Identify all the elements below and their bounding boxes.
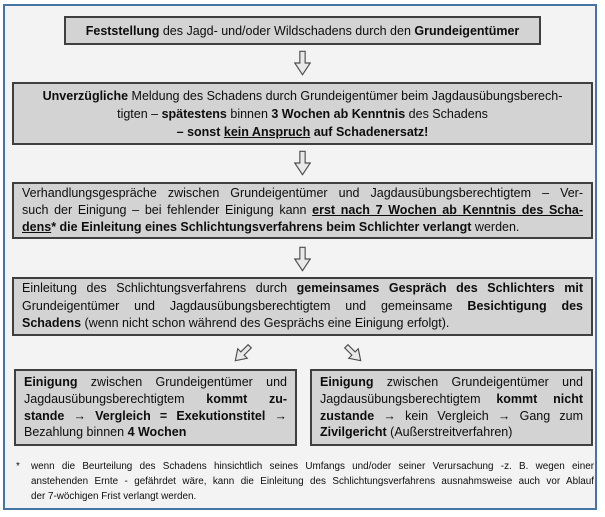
text-line: Einleitung des Schlichtungsverfahrens durch gemeinsames Gespräch des Schlichters mit bbox=[22, 281, 583, 296]
footnote bbox=[16, 459, 594, 504]
text-line: Einigung zwischen Grundeigentümer und bbox=[320, 374, 583, 389]
box-meldung bbox=[12, 82, 593, 145]
footnote-text bbox=[31, 459, 594, 504]
diagonal-right-arrow-icon bbox=[340, 340, 367, 367]
down-arrow-icon bbox=[294, 246, 311, 272]
text-line: der 7-wöchigen Frist verlangt werden. bbox=[31, 491, 197, 502]
text-line: stande → Vergleich = Exekutionstitel → bbox=[24, 408, 287, 423]
text-line: zustande → kein Vergleich → Gang zum bbox=[320, 408, 583, 423]
text-line: Einigung zwischen Grundeigentümer und bbox=[24, 374, 287, 389]
box-einigung-kommt-zustande bbox=[14, 369, 297, 446]
text-line: such der Einigung – bei fehlender Einigung kann erst nach 7 Wochen ab Kenntnis des Scha- bbox=[22, 202, 584, 217]
text-line: wenn die Beurteilung des Schadens hinsichtlich seines Umfangs und/oder seiner Verursachung -z. B. wegen einer bbox=[31, 461, 594, 472]
text-line: Jagdausübungsberechtigtem kommt zu- bbox=[24, 391, 287, 406]
text-line: Grundeigentümer und Jagdausübungsberechtigtem und gemeinsame Besichtigung des bbox=[22, 298, 583, 313]
text-line: Jagdausübungsberechtigtem kommt nicht bbox=[320, 391, 583, 406]
text-line: dens* die Einleitung eines Schlichtungsverfahrens beim Schlichter verlangt werden. bbox=[22, 220, 520, 235]
text-line: Unverzügliche Meldung des Schadens durch Grundeigentümer beim Jagdausübungsberech- bbox=[42, 88, 563, 103]
text-line: anstehenden Ernte - gefährdet wäre, kann die Einleitung des Schlichtungsverfahrens ausnahmsweise auch vor Ablauf bbox=[31, 476, 594, 487]
text-line: – sonst kein Anspruch auf Schadenersatz! bbox=[176, 124, 429, 139]
box-einigung-kommt-nicht-zustande bbox=[310, 369, 593, 446]
down-arrow-icon bbox=[294, 50, 311, 76]
text-line: Schadens (wenn nicht schon während des Gesprächs eine Einigung erfolgt). bbox=[22, 316, 450, 331]
text-line: Bezahlung binnen 4 Wochen bbox=[24, 425, 187, 440]
text-line: Verhandlungsgespräche zwischen Grundeigentümer und Jagdausübungsberechtigtem – Ver- bbox=[22, 185, 583, 200]
text-line: Feststellung des Jagd- und/oder Wildschadens durch den Grundeigentümer bbox=[85, 23, 520, 38]
text-line: Zivilgericht (Außerstreitverfahren) bbox=[320, 425, 513, 440]
down-arrow-icon bbox=[294, 150, 311, 176]
box-schlichtungsverfahren bbox=[12, 277, 593, 336]
text-line: tigten – spätestens binnen 3 Wochen ab Kenntnis des Schadens bbox=[117, 106, 488, 121]
box-verhandlung bbox=[12, 182, 593, 239]
footnote-marker: * bbox=[16, 461, 20, 472]
box-feststellung bbox=[64, 16, 541, 45]
diagonal-left-arrow-icon bbox=[229, 340, 256, 367]
